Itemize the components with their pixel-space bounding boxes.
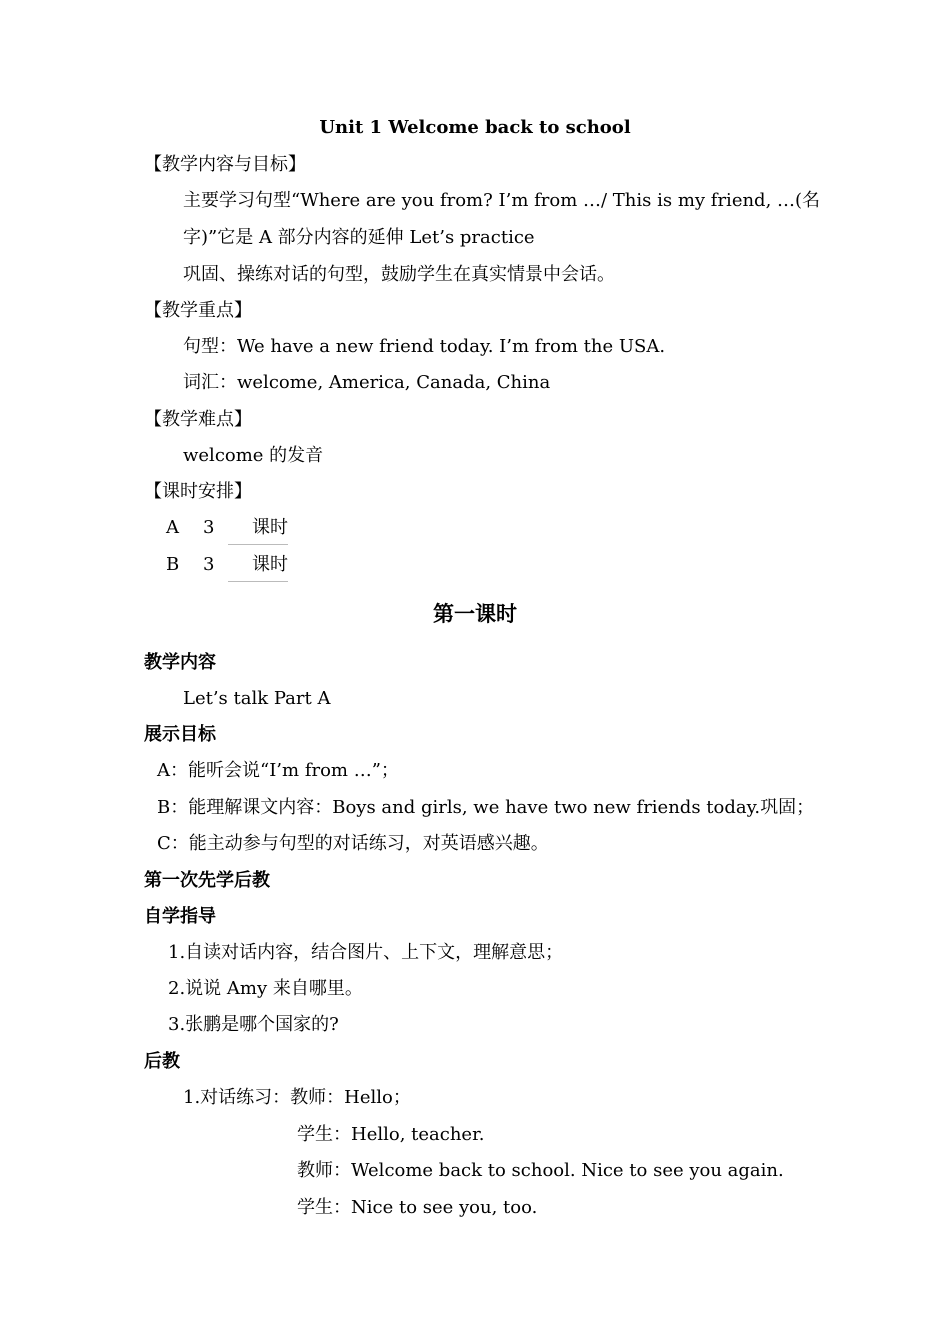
schedule-part: B <box>166 554 180 575</box>
difficulty-text: welcome 的发音 <box>183 445 324 466</box>
document-title: Unit 1 Welcome back to school <box>319 117 631 138</box>
self-study-item: 1.自读对话内容，结合图片、上下文，理解意思； <box>168 942 564 963</box>
key-sentence: 句型：We have a new friend today. I’m from the USA. <box>183 336 666 357</box>
heading-first-round: 第一次先学后教 <box>144 870 270 891</box>
content-line-3: 巩固、操练对话的句型，鼓励学生在真实情景中会话。 <box>183 264 615 285</box>
self-study-item: 2.说说 Amy 来自哪里。 <box>168 978 363 999</box>
content-line-1: 主要学习句型“Where are you from? I’m from …/ This is my friend, …(名 <box>183 190 821 211</box>
goal-item: C：能主动参与句型的对话练习，对英语感兴趣。 <box>157 833 549 854</box>
dialog-line: 学生：Hello, teacher. <box>297 1124 485 1145</box>
schedule-unit: 课时 <box>252 517 288 538</box>
dialog-intro: 1.对话练习：教师：Hello； <box>183 1087 411 1108</box>
heading-goals: 展示目标 <box>144 724 216 745</box>
heading-schedule: 【课时安排】 <box>144 481 252 502</box>
schedule-part: A <box>166 517 179 538</box>
lesson-content-text: Let’s talk Part A <box>183 688 331 709</box>
lesson-title: 第一课时 <box>433 602 517 626</box>
heading-key-points: 【教学重点】 <box>144 300 252 321</box>
key-vocab: 词汇：welcome, America, Canada, China <box>183 372 551 393</box>
heading-lesson-content: 教学内容 <box>144 652 216 673</box>
content-line-2: 字)”它是 A 部分内容的延伸 Let’s practice <box>183 227 535 248</box>
dialog-line: 学生：Nice to see you, too. <box>297 1197 538 1218</box>
schedule-count: 3 <box>203 554 215 575</box>
schedule-unit: 课时 <box>252 554 288 575</box>
heading-content-goals: 【教学内容与目标】 <box>144 154 306 175</box>
goal-item: A：能听会说“I’m from …”； <box>157 760 399 781</box>
heading-after-teach: 后教 <box>144 1051 180 1072</box>
heading-self-study: 自学指导 <box>144 906 216 927</box>
dialog-line: 教师：Welcome back to school. Nice to see you again. <box>297 1160 784 1181</box>
self-study-item: 3.张鹏是哪个国家的? <box>168 1014 339 1035</box>
schedule-count: 3 <box>203 517 215 538</box>
goal-item: B：能理解课文内容：Boys and girls, we have two new friends today.巩固； <box>157 797 815 818</box>
heading-difficulty: 【教学难点】 <box>144 409 252 430</box>
